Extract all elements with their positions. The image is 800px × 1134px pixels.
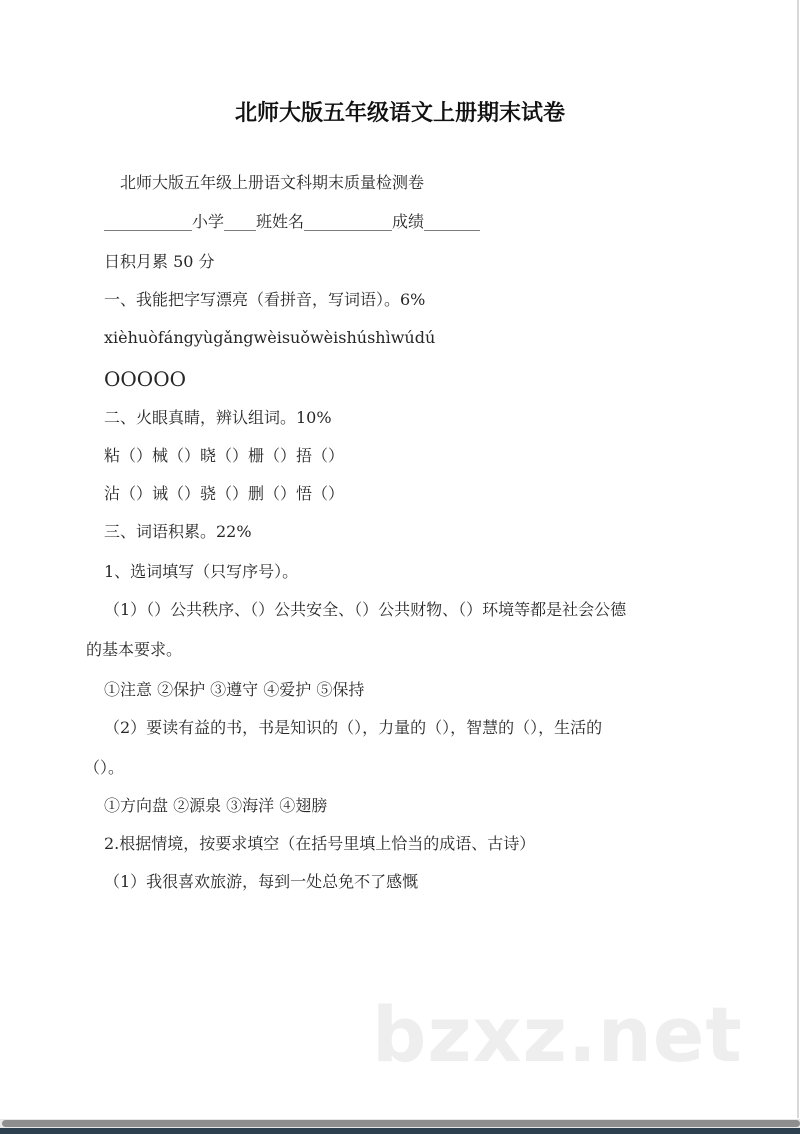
subtitle-line: 北师大版五年级上册语文科期末质量检测卷 bbox=[120, 173, 425, 192]
document-title: 北师大版五年级语文上册期末试卷 bbox=[234, 101, 565, 126]
answer-boxes: OOOOO bbox=[104, 367, 186, 391]
question-line: 1、选词填写（只写序号）。 bbox=[104, 562, 299, 581]
options-line: ①方向盘 ②源泉 ③海洋 ④翅膀 bbox=[104, 796, 328, 815]
question-heading: 二、火眼真睛，辨认组词。10% bbox=[104, 408, 332, 427]
question-line: 的基本要求。 bbox=[86, 640, 183, 659]
question-line: （1）我很喜欢旅游，每到一处总免不了感慨 bbox=[104, 872, 419, 891]
horizontal-scrollbar[interactable] bbox=[0, 1119, 800, 1128]
name-fields-line: ___________小学____班姓名___________成绩_______ bbox=[104, 212, 481, 231]
question-line: （1）（）公共秩序、（）公共安全、（）公共财物、（）环境等都是社会公德 bbox=[104, 600, 627, 619]
scrollbar-thumb[interactable] bbox=[2, 1120, 800, 1127]
pinyin-line: xièhuòfángyùgǎngwèisuǒwèishúshìwúdú bbox=[104, 328, 436, 347]
question-heading: 2.根据情境，按要求填空（在括号里填上恰当的成语、古诗） bbox=[104, 834, 536, 853]
options-line: ①注意 ②保护 ③遵守 ④爱护 ⑤保持 bbox=[104, 680, 365, 699]
taskbar bbox=[0, 1128, 800, 1134]
watermark: bzxz.net bbox=[372, 990, 743, 1079]
question-heading: 一、我能把字写漂亮（看拼音，写词语）。6% bbox=[104, 290, 426, 309]
section-heading: 日积月累 50 分 bbox=[104, 252, 215, 271]
question-line: 粘（）械（）晓（）栅（）捂（） bbox=[104, 446, 345, 465]
question-line: 沾（）诫（）骁（）删（）悟（） bbox=[104, 484, 345, 503]
question-line: （）。 bbox=[84, 758, 125, 777]
question-heading: 三、词语积累。22% bbox=[104, 522, 252, 541]
question-line: （2）要读有益的书，书是知识的（），力量的（），智慧的（），生活的 bbox=[104, 718, 603, 737]
